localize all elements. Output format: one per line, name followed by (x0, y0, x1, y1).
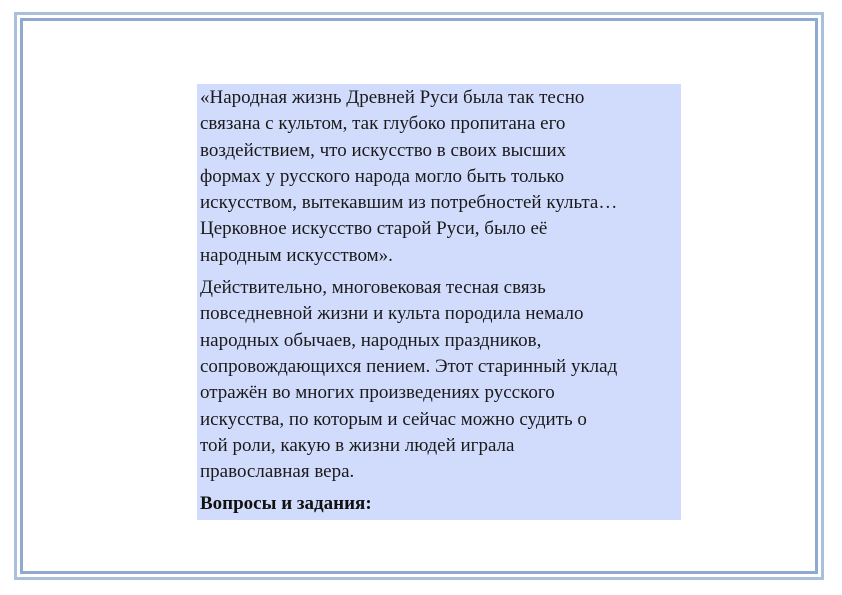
body-line: той роли, какую в жизни людей играла (200, 434, 515, 456)
quote-line: воздействием, что искусство в своих высших (200, 139, 567, 161)
body-line: сопровождающихся пением. Этот старинный уклад (200, 355, 618, 377)
quote-line: «Народная жизнь Древней Руси была так тесно (200, 87, 585, 108)
questions-heading: Вопросы и задания: (200, 493, 372, 515)
quote-paragraph (200, 85, 678, 269)
quote-line: формах у русского народа могло быть только (200, 165, 565, 187)
body-paragraph (200, 275, 678, 485)
text-block (197, 84, 681, 520)
body-line: повседневной жизни и культа породила немало (200, 303, 584, 325)
body-line: православная вера. (200, 461, 355, 483)
quote-line: Церковное искусство старой Руси, было её (200, 218, 548, 240)
body-line: искусства, по которым и сейчас можно судить о (200, 408, 587, 430)
quote-line: связана с культом, так глубоко пропитана его (200, 113, 566, 135)
body-line: отражён во многих произведениях русского (200, 382, 555, 404)
quote-line: народным искусством». (200, 244, 393, 266)
quote-line: искусством, вытекавшим из потребностей культа… (200, 192, 618, 214)
body-line: Действительно, многовековая тесная связь (200, 277, 546, 299)
body-line: народных обычаев, народных праздников, (200, 329, 542, 351)
